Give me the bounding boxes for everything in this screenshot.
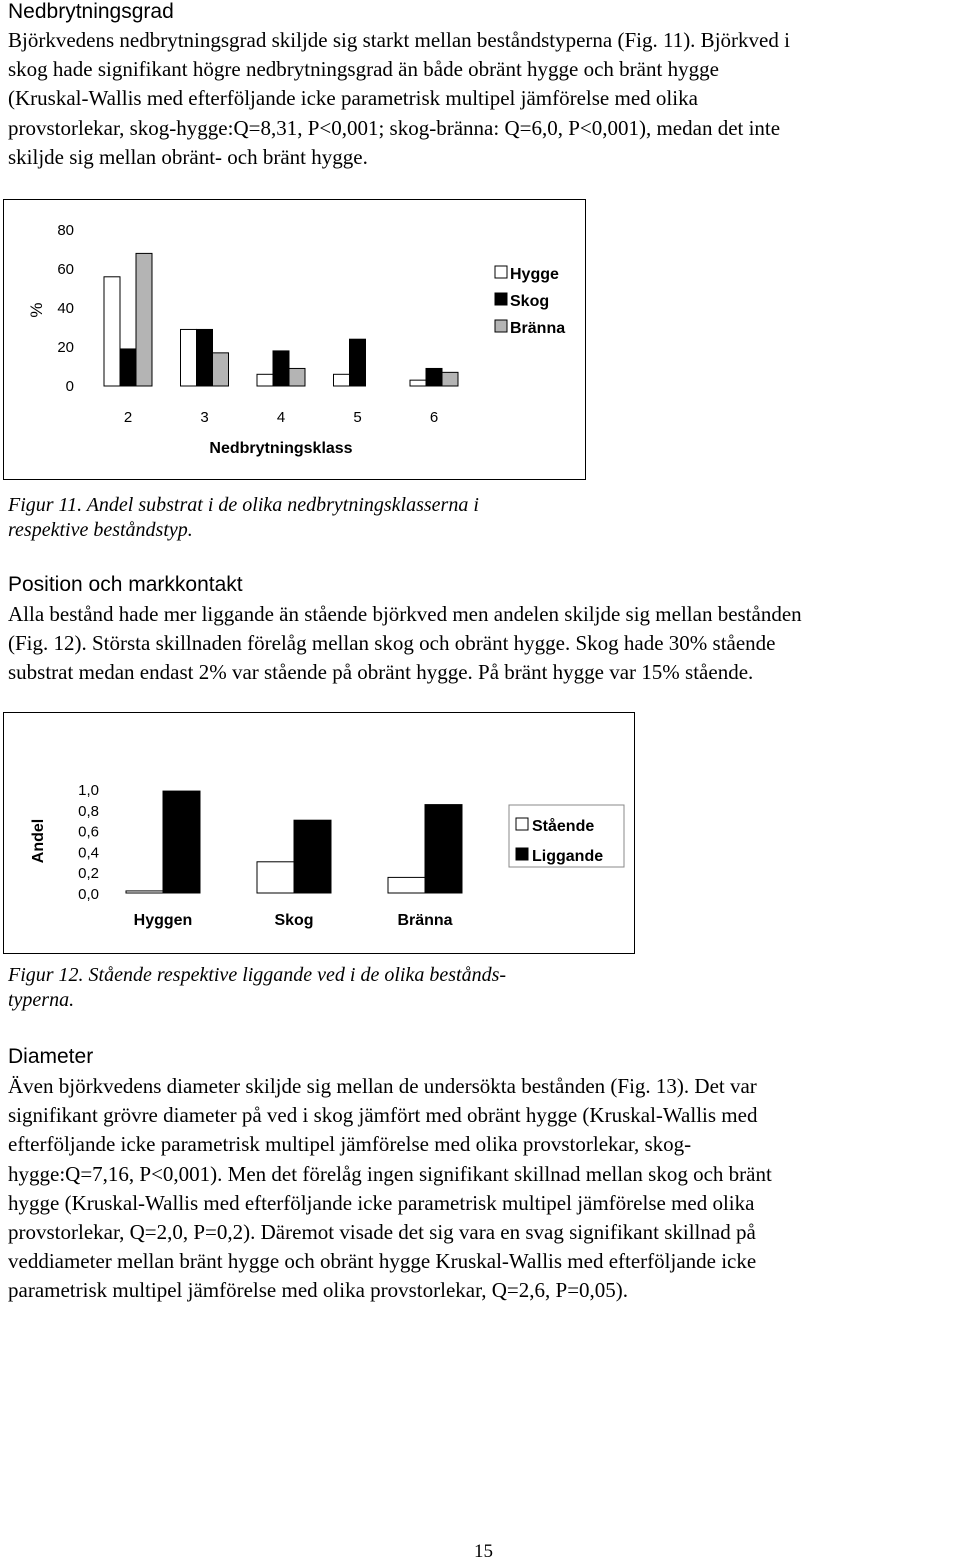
figure-11-frame bbox=[3, 199, 586, 480]
bar-hygge-6 bbox=[410, 380, 426, 386]
text-line: substrat medan endast 2% var stående på obränt hygge. På bränt hygge var 15% stående. bbox=[8, 660, 754, 685]
caption-line: Figur 12. Stående respektive liggande ved i de olika bestånds- bbox=[8, 964, 507, 986]
bar-skog-5 bbox=[350, 339, 366, 386]
page-number: 15 bbox=[474, 1541, 493, 1562]
y-tick-label: 0,0 bbox=[78, 886, 99, 903]
y-axis-label: Andel bbox=[30, 818, 47, 864]
y-tick-label: 60 bbox=[57, 261, 74, 278]
bar-hygge-4 bbox=[257, 374, 273, 386]
text-line: Alla bestånd hade mer liggande än stående björkved men andelen skiljde sig mellan bestånden bbox=[8, 602, 802, 626]
text-line: provstorlekar, skog-hygge:Q=8,31, P<0,001; skog-bränna: Q=6,0, P<0,001), medan det inte bbox=[8, 115, 781, 140]
legend-label-skog: Skog bbox=[510, 293, 550, 310]
x-tick-label: Skog bbox=[274, 912, 314, 929]
text-line: Även björkvedens diameter skiljde sig mellan de undersökta bestånden (Fig. 13). Det var bbox=[8, 1074, 757, 1098]
x-tick-label: 4 bbox=[276, 409, 286, 426]
text-line: skiljde sig mellan obränt- och bränt hygge. bbox=[8, 144, 368, 169]
bar-liggande-hyggen bbox=[163, 791, 200, 893]
bar-br-nna-4 bbox=[289, 368, 305, 386]
text-line: (Fig. 12). Största skillnaden förelåg mellan skog och obränt hygge. Skog hade 30% stående bbox=[8, 631, 776, 656]
paragraph-position bbox=[8, 600, 802, 688]
x-tick-label: 5 bbox=[353, 409, 362, 426]
paragraph-diameter bbox=[8, 1072, 772, 1306]
y-tick-label: 0,2 bbox=[78, 865, 99, 883]
text-line: (Kruskal-Wallis med efterföljande icke parametrisk multipel jämförelse med olika bbox=[8, 86, 698, 111]
section-heading-nedbrytningsgrad: Nedbrytningsgrad bbox=[8, 0, 174, 23]
legend-swatch-br-nna bbox=[495, 320, 507, 332]
section-heading-diameter: Diameter bbox=[8, 1045, 94, 1068]
paragraph-nedbrytningsgrad bbox=[8, 26, 790, 172]
legend-label-st-ende: Stående bbox=[532, 818, 595, 835]
text-line: signifikant grövre diameter på ved i skog jämfört med obränt hygge (Kruskal-Wallis med bbox=[8, 1103, 758, 1128]
bar-st-ende-skog bbox=[257, 862, 294, 893]
y-tick-label: 0,8 bbox=[78, 802, 99, 820]
legend-label-liggande: Liggande bbox=[532, 848, 604, 865]
text-line: parametrisk multipel jämförelse med olika provstorlekar, Q=2,6, P=0,05). bbox=[8, 1278, 629, 1303]
figure-12-chart bbox=[4, 713, 634, 953]
y-tick-label: 20 bbox=[57, 339, 74, 356]
caption-line: typerna. bbox=[8, 989, 75, 1011]
x-tick-label: 6 bbox=[429, 409, 439, 426]
legend-swatch-skog bbox=[495, 293, 507, 305]
x-tick-label: 3 bbox=[200, 409, 209, 426]
bar-skog-4 bbox=[273, 351, 289, 386]
legend-swatch-st-ende bbox=[516, 818, 528, 830]
text-line: efterföljande icke parametrisk multipel jämförelse med olika provstorlekar, skog- bbox=[8, 1132, 692, 1157]
bar-br-nna-3 bbox=[213, 353, 229, 386]
text-line: Björkvedens nedbrytningsgrad skiljde sig starkt mellan beståndstyperna (Fig. 11). Björkved i bbox=[8, 28, 790, 52]
y-tick-label: 80 bbox=[57, 222, 74, 239]
x-tick-label: Hyggen bbox=[133, 912, 193, 929]
y-tick-label: 40 bbox=[57, 300, 74, 317]
y-tick-label: 0,4 bbox=[78, 844, 99, 862]
text-line: hygge (Kruskal-Wallis med efterföljande icke parametrisk multipel jämförelse med olika bbox=[8, 1190, 755, 1215]
y-tick-label: 0 bbox=[65, 378, 74, 395]
bar-skog-3 bbox=[197, 329, 213, 386]
x-tick-label: 2 bbox=[123, 409, 133, 426]
bar-br-nna-6 bbox=[442, 372, 458, 386]
bar-skog-6 bbox=[426, 368, 442, 386]
bar-hygge-2 bbox=[104, 277, 120, 386]
figure-11-chart bbox=[4, 200, 585, 479]
x-axis-label: Nedbrytningsklass bbox=[209, 440, 353, 457]
legend-swatch-hygge bbox=[495, 266, 507, 278]
y-tick-label: 0,6 bbox=[78, 823, 99, 841]
figure-12-frame bbox=[3, 712, 635, 954]
y-axis-label: % bbox=[27, 302, 46, 318]
figure-11-caption bbox=[8, 493, 479, 543]
x-tick-label: Bränna bbox=[397, 912, 453, 929]
bar-skog-2 bbox=[120, 349, 136, 386]
text-line: veddiameter mellan bränt hygge och obränt hygge Kruskal-Wallis med efterföljande icke bbox=[8, 1249, 757, 1274]
bar-hygge-5 bbox=[334, 374, 350, 386]
caption-line: respektive beståndstyp. bbox=[8, 519, 193, 541]
y-tick-label: 1,0 bbox=[78, 782, 99, 799]
figure-12-caption bbox=[8, 963, 506, 1013]
text-line: skog hade signifikant högre nedbrytningsgrad än både obränt hygge och bränt hygge bbox=[8, 57, 719, 82]
bar-br-nna-2 bbox=[136, 253, 152, 386]
caption-line: Figur 11. Andel substrat i de olika nedbrytningsklasserna i bbox=[8, 494, 479, 516]
bar-st-ende-hyggen bbox=[126, 891, 163, 893]
legend-label-br-nna: Bränna bbox=[510, 320, 566, 337]
legend-swatch-liggande bbox=[516, 848, 528, 860]
legend-label-hygge: Hygge bbox=[510, 266, 559, 283]
bar-liggande-br-nna bbox=[425, 805, 462, 893]
bar-liggande-skog bbox=[294, 820, 331, 893]
section-heading-position: Position och markkontakt bbox=[8, 573, 243, 596]
text-line: hygge:Q=7,16, P<0,001). Men det förelåg ingen signifikant skillnad mellan skog och bränt bbox=[8, 1161, 772, 1186]
bar-hygge-3 bbox=[181, 329, 197, 386]
bar-st-ende-br-nna bbox=[388, 877, 425, 893]
text-line: provstorlekar, Q=2,0, P=0,2). Däremot visade det sig vara en svag signifikant skillnad på bbox=[8, 1220, 756, 1245]
